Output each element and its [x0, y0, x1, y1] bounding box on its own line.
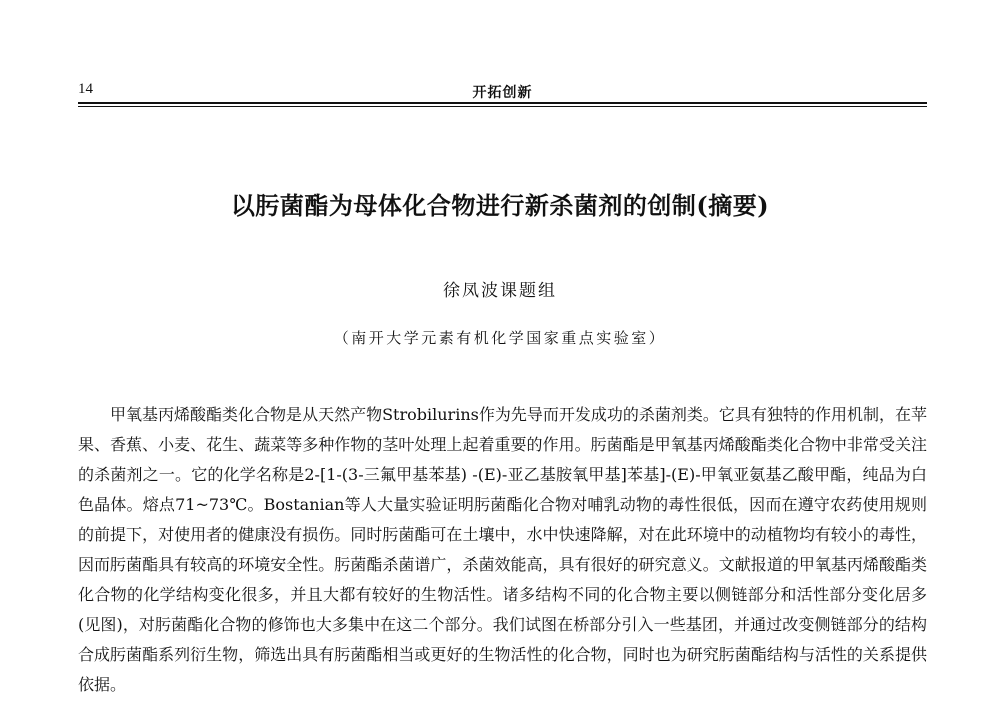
header-rule-thick [78, 102, 927, 104]
page-header [78, 81, 927, 107]
page-number: 14 [78, 81, 93, 97]
author-line: 徐凤波课题组 [443, 281, 557, 301]
abstract-body [78, 400, 927, 700]
header-rule-thin [78, 106, 927, 107]
article-title: 以肟菌酯为母体化合物进行新杀菌剂的创制(摘要) [230, 191, 770, 220]
abstract-paragraph: 甲氧基丙烯酸酯类化合物是从天然产物Strobilurins作为先导而开发成功的杀菌剂类。它具有独特的作用机制，在苹果、香蕉、小麦、花生、蔬菜等多种作物的茎叶处理上起着重要的作用。肟菌酯是甲氧基丙烯酸酯类化合物中非常受关注的杀菌剂之一。它的化学名称是2-[1-(3-三氟甲基苯基) -(E)-亚乙基胺氧甲基]苯基]-(E)-甲氧亚氨基乙酸甲酯，纯品为白色晶体。熔点71~73℃。Bostanian等人大量实验证明肟菌酯化合物对哺乳动物的毒性很低，因而在遵守农药使用规则的前提下，对使用者的健康没有损伤。同时肟菌酯可在土壤中，水中快速降解，对在此环境中的动植物均有较小的毒性，因而肟菌酯具有较高的环境安全性。肟菌酯杀菌谱广，杀菌效能高，具有很好的研究意义。文献报道的甲氧基丙烯酸酯类化合物的化学结构变化很多，并且大都有较好的生物活性。诸多结构不同的化合物主要以侧链部分和活性部分变化居多(见图)，对肟菌酯化合物的修饰也大多集中在这二个部分。我们试图在桥部分引入一些基团，并通过改变侧链部分的结构合成肟菌酯系列衍生物，筛选出具有肟菌酯相当或更好的生物活性的化合物，同时也为研究肟菌酯结构与活性的关系提供依据。 [78, 405, 927, 694]
affiliation-line: （南开大学元素有机化学国家重点实验室） [333, 329, 667, 347]
running-title: 开拓创新 [472, 85, 533, 101]
